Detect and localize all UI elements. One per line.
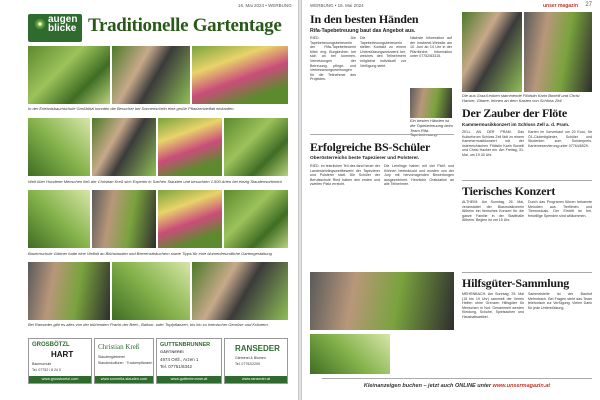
article1-col3: Nächste Information auf der Innviertel-Website am 10. Juni ab 14 Uhr in der Pfarrkirche, Information unter 07752/83315. xyxy=(410,36,452,59)
divider xyxy=(462,180,592,181)
photo-visitors-3 xyxy=(92,190,156,248)
article1-col1: RIED. Die Tapebetreuungsbetreuerin der Rifa-Tapebetreuerin blieb eng Burgkirchen bei sich an bei kommen, Vernetzungen der Betreuung, pflege- und Verbesserungsmeinungen für die Teilnehmer des Projektes. xyxy=(310,36,356,82)
photo-garden-4 xyxy=(28,190,90,248)
article4-title: Tierisches Konzert xyxy=(462,184,556,198)
article5-col1: MEHRNBACH. Am Sonntag, 25. Mai (15 bis 19 Uhr) sammelt der Verein Helfen ohne Grenzen Hilfsgüter für Menschen in Not. Gesammelt werden Kleidung, Schuhe, Spielsachen und Haushaltsartikel. xyxy=(462,292,524,319)
ad-url[interactable]: www.guttenbrunner.at xyxy=(157,376,221,383)
photo-flowers-3 xyxy=(158,190,222,248)
right-folio: WERBUNG • 16. Mai 2024 xyxy=(310,3,364,8)
article2-col1: RIED. Im feierlichen Teil des fand heuer der Landeslehrlingswettbewerb der Tapezierer und Polsterer statt. Die Schüler der Berufsschule Ried haben den ersten und zweiten Platz erreicht. xyxy=(310,164,380,187)
divider xyxy=(310,134,454,135)
article3-col1: ZELL AN DER PRAM. Das Kulturforum Schloss Zell lädt zu einem Kammermusikkonzert mit der österreichischen Flötistin Karin Bonelli und Chrisi Hacker ein. Am Freitag, 31. Mai, um 19.30 Uhr. xyxy=(462,130,524,157)
page-number: 27 xyxy=(585,2,592,8)
photo-flowers-2 xyxy=(158,118,222,176)
article2-title: Erfolgreiche BS-Schüler xyxy=(310,140,431,154)
photo-visitors-5 xyxy=(192,262,288,320)
ad-ranseder[interactable]: RANSEDER Gärtnerei & Blumen Tel. 07752/2209 www.ranseder.at xyxy=(224,338,288,384)
brand-label: unser magazin xyxy=(542,3,578,9)
article1-subtitle: Rifa-Tapebetreuung baut das Angebot aus. xyxy=(310,28,416,34)
photo-garden-2 xyxy=(28,118,90,176)
ad-grossboetzl[interactable]: GROSBÖTZL HART Baumschule Tel. 07752 / 8 24 0 www.grossboetzl.com xyxy=(28,338,92,384)
caption-3: Bauernschule Gärtner hatte eine Vielfalt an Blühstauden und Beerenstträuchern sowie Tipps für eine blumenfreundliche Gartengestaltung xyxy=(28,251,272,256)
photo-flowers-1 xyxy=(192,46,288,104)
article3-subtitle: Kammermusikkonzert im Schloss Zell a. d. Pram. xyxy=(462,122,570,127)
article5-title: Hilfsgüter-Sammlung xyxy=(462,276,570,290)
article3-photo-caption: Die aus Graz/Leoben stammende Flötistin Karin Bonelli und Chrisi Hacker, Gitarre, lehnen an dem Kasten von Schloss Zell. xyxy=(462,93,580,103)
article2-col2: Die Lehrlinge haben mit viel Fleiß und Können beeindruckt und wurden von der Jury mit hervorragenden Bewertungen ausgezeichnet. Herzliche Gratulation an alle Teilnehmer. xyxy=(384,164,454,187)
article3-photo-guitarist xyxy=(524,12,592,92)
article1-title: In den besten Händen xyxy=(310,12,419,26)
article1-col2: Die Tapebetreuungsbetreuerin stellen Kontakt zu einem Unterstützungsnetzwerk her, welches den Teilnehmern möglichst individuell zur Verfügung steht. xyxy=(360,36,406,68)
article5-photo-donations xyxy=(310,334,390,374)
article3-col2: Karten im Vorverkauf um 20 Euro, für Ö1-Clubmitglieder, Schüler und Studenten zum Sonderpreis. Kartenreservierung unter 07764/6529. xyxy=(528,130,592,148)
article1-photo xyxy=(410,88,452,118)
photo-garden-6 xyxy=(112,262,190,320)
left-page xyxy=(0,0,298,400)
photo-visitors-2 xyxy=(92,118,156,176)
article2-photo-students xyxy=(310,272,454,330)
right-page xyxy=(302,0,600,400)
caption-4: Bei Ranseder gibt es alles von der blühenden Pracht der Beet-, Balkon- oder Topfpflanzen, bis hin zu heimischer Gemüse und Kräutern. xyxy=(28,322,269,327)
photo-visitors-1 xyxy=(112,46,190,104)
page-title: Traditionelle Gartentage xyxy=(88,15,282,36)
logo-text: augen blicke xyxy=(48,14,78,34)
classifieds-banner[interactable] xyxy=(322,378,592,392)
ad-url[interactable]: www.ranseder.at xyxy=(225,376,287,383)
photo-visitors-4 xyxy=(28,262,110,320)
ad-url[interactable]: www.sonnetia-stauden.com xyxy=(95,376,153,383)
article3-photo-flutist xyxy=(462,12,522,92)
ad-kress[interactable]: Christian Kreß Staudengärtnerei Staudenkulturen · Trockenpflanzen www.sonnetia-stauden.com xyxy=(94,338,154,384)
article4-col1: ALTHEIM. Am Sonntag, 26. Mai, veranstaltet der Blasmusikverein Altheim ein tierisches Konzert für die ganze Familie in der Stadthalle Altheim. Beginn ist um 15 Uhr. xyxy=(462,200,524,223)
caption-2: Weit über Hunderte Menschen ließ der Christian Kreß sich Expertin in Sachen Stauden und besuchten 1.500 Arten bei einzig Staudensortiment xyxy=(28,179,282,184)
eye-icon xyxy=(34,18,46,30)
photo-garden-3 xyxy=(224,118,288,176)
banner-text: Kleinanzeigen buchen – jetzt auch ONLINE unter xyxy=(363,383,492,389)
ad-guttenbrunner[interactable]: GUTTENBRUNNER GÄRTNEREI 4974 Ortll., Arzen 1 Tel. 07751/8342 www.guttenbrunner.at xyxy=(156,338,222,384)
article3-title: Der Zauber der Flöte xyxy=(462,106,567,120)
left-folio: 16. Mai 2024 • WERBUNG xyxy=(238,3,292,8)
divider xyxy=(462,272,592,273)
ad-url[interactable]: www.grossboetzl.com xyxy=(29,376,91,383)
article4-col2: Durch das Programm führen bekannte Melodien aus Tierfilmen und Tiermusicals. Der Eintritt ist frei, freiwillige Spenden sind willkommen. xyxy=(528,200,592,218)
photo-garden-5 xyxy=(224,190,288,248)
caption-1: In der Erlebnisbaumschule Großbötzl konnten die Besucher bei Sonnenschein eine große Pflanzenvielfalt einkaufen. xyxy=(28,106,235,111)
article5-col2: Sammelstelle ist der Bauhof Mehrnbach. Bei Fragen steht das Team telefonisch zur Verfügung. Vielen Dank für jede Unterstützung. xyxy=(528,292,592,310)
article2-subtitle: Oberösterreichs beste Tapezierer und Polsterer. xyxy=(310,156,420,161)
article1-photo-caption: Ein besten Händen ist die Tapebetreuung beim Team Rifa-Tapebetreuung. xyxy=(410,118,453,138)
banner-url[interactable]: www.unsermagazin.at xyxy=(492,383,551,389)
photo-garden-1 xyxy=(28,46,110,104)
